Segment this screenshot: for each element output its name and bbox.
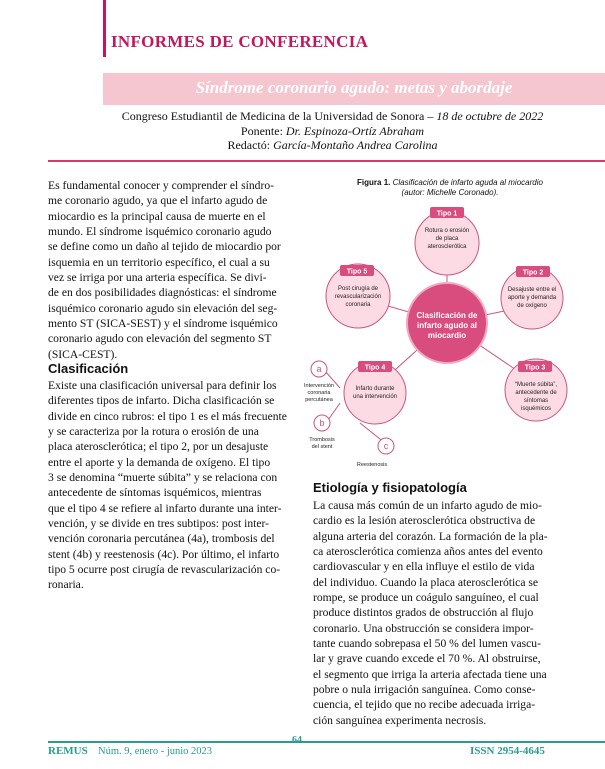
- text-line: 3 se denomina “muerte súbita” y se relaciona con: [48, 471, 278, 485]
- type-text: “Muerte súbita”,: [514, 382, 558, 388]
- type-text: aporte y demanda: [507, 295, 557, 301]
- subtype-b: [309, 415, 335, 450]
- congress-date: 18 de octubre de 2022: [436, 109, 544, 123]
- text-line: diferentes tipos de infarto. Dicha clasificación se: [48, 394, 275, 408]
- text-line: rompe, se produce un coágulo sanguíneo, el cual: [313, 591, 539, 605]
- speaker-line: [60, 124, 605, 139]
- text-line: vención coronaria percutánea (4a), trombosis del: [48, 532, 275, 546]
- type-text: isquémicos: [520, 406, 552, 412]
- subtype-text: percutánea: [305, 397, 333, 403]
- header-divider: [48, 160, 605, 162]
- subtype-text: coronaria: [307, 390, 331, 396]
- subtype-text: Reestenosis: [356, 462, 388, 468]
- text-line: cuencia, el tejido que no recibe adecuada irriga-: [313, 698, 536, 712]
- congress-line: [60, 109, 605, 124]
- article-title: Síndrome coronario agudo: metas y abordaje: [195, 78, 513, 97]
- center-line: miocardio: [427, 331, 467, 340]
- speaker-label: Ponente:: [240, 124, 283, 138]
- subtype-text: del stent: [311, 444, 333, 450]
- header-accent-bar: [103, 0, 106, 57]
- type-text: Desajuste entre el: [507, 287, 557, 293]
- type-text: de oxígeno: [517, 303, 547, 309]
- journal-name: REMUS: [48, 745, 88, 757]
- intro-paragraph: [48, 178, 288, 362]
- text-line: (SICA-CEST).: [48, 347, 118, 361]
- text-line: ción sanguínea experimenta necrosis.: [313, 713, 487, 727]
- writer-line: [60, 138, 605, 153]
- text-line: tante cuando sobrepasa el 50 % del lumen vascu-: [313, 637, 541, 651]
- text-line: entre el aporte y la demanda de oxígeno. El tipo: [48, 455, 271, 469]
- type-text: Post cirugía de: [337, 286, 379, 292]
- classification-heading: Clasificación: [48, 361, 129, 376]
- text-line: antecedente de síntomas isquémicos, mientras: [48, 486, 262, 500]
- figure-label: Figura 1.: [357, 178, 391, 187]
- text-line: vención, y se divide en tres subtipos: post inter-: [48, 517, 269, 531]
- type-text: coronaria: [345, 302, 371, 308]
- type-tag: Tipo 1: [436, 210, 458, 218]
- type-text: Infarto durante: [355, 386, 395, 392]
- text-line: coronario. Una obstrucción se considera impor-: [313, 621, 534, 635]
- type-text: antecedente de: [515, 390, 557, 396]
- text-line: divide en cinco rubros: el tipo 1 es el más frecuente: [48, 409, 287, 423]
- text-line: del individuo. Cuando la placa aterosclerótica se: [313, 575, 539, 589]
- writer-label: Redactó:: [227, 138, 271, 152]
- subtype-c: [357, 438, 394, 468]
- subtype-text: Trombosis: [309, 437, 335, 443]
- writer-name: García-Montaño Andrea Carolina: [273, 138, 438, 152]
- type-text: de placa: [435, 236, 459, 242]
- text-line: produce distintos grados de obstrucción al flujo: [313, 606, 534, 620]
- text-line: de en dos posibilidades diagnósticas: el síndrome: [48, 286, 277, 300]
- text-line: coronario agudo con elevación del segmento ST: [48, 332, 272, 346]
- type-tag: Tipo 5: [346, 268, 368, 276]
- text-line: ronaria.: [48, 578, 84, 592]
- etiology-paragraph: [313, 498, 553, 728]
- page-number: 64: [292, 735, 302, 746]
- type-4-node: [344, 361, 406, 424]
- speaker-name: Dr. Espinoza-Ortíz Abraham: [285, 124, 425, 138]
- footer-divider: [48, 741, 605, 743]
- center-line: Clasificación de: [416, 311, 478, 320]
- text-line: pobre o nula irrigación sanguínea. Como conse-: [313, 683, 536, 697]
- text-line: La causa más común de un infarto agudo de mio-: [313, 499, 542, 512]
- subtype-a: [304, 361, 334, 403]
- text-line: Es fundamental conocer y comprender el síndro-: [48, 179, 274, 192]
- figure-caption-text: Clasificación de infarto aguda al miocardio: [392, 178, 543, 187]
- type-tag: Tipo 2: [522, 269, 544, 277]
- text-line: lar y grave cuando excede el 70 %. Al obstruirse,: [313, 652, 541, 666]
- etiology-heading: Etiología y fisiopatología: [313, 480, 467, 495]
- text-line: me coronario agudo, ya que el infarto agudo de: [48, 194, 268, 208]
- type-tag: Tipo 4: [364, 364, 386, 372]
- text-line: placa aterosclerótica; el tipo 2, por un desajuste: [48, 440, 269, 454]
- text-line: vez se irriga por una arteria específica. Se divi-: [48, 271, 267, 285]
- figure-caption-author: (autor: Michelle Coronado).: [401, 188, 499, 197]
- text-line: cardiovascular y en ella influye el estilo de vida: [313, 560, 535, 574]
- text-line: stent (4b) y reestenosis (4c). Por último, el infarto: [48, 547, 280, 561]
- type-1-node: [415, 207, 479, 275]
- type-3-node: [505, 359, 567, 421]
- section-title: INFORMES DE CONFERENCIA: [111, 32, 369, 51]
- figure-caption: [300, 178, 600, 198]
- text-line: mento ST (SICA-SEST) y el síndrome isquémico: [48, 317, 278, 331]
- text-line: isquemia en un territorio específico, el cual a su: [48, 255, 270, 269]
- type-text: aterosclerótica: [427, 244, 467, 250]
- center-line: infarto agudo al: [417, 321, 477, 330]
- subtype-letter: a: [316, 364, 322, 374]
- issue-info: Núm. 9, enero - junio 2023: [98, 746, 213, 757]
- text-line: alguna arteria del corazón. La formación de la pla-: [313, 529, 548, 543]
- text-line: ca aterosclerótica comienza años antes del evento: [313, 545, 543, 559]
- text-line: cardio es la lesión aterosclerótica obstructiva de: [313, 514, 536, 528]
- type-text: revascularización: [334, 294, 382, 300]
- text-line: y se caracteriza por la rotura o erosión de una: [48, 425, 259, 439]
- type-2-node: [501, 266, 563, 329]
- text-line: mundo. El síndrome isquémico coronario agudo: [48, 225, 272, 239]
- type-text: Rotura o erosión: [424, 228, 470, 234]
- center-node: [407, 283, 487, 363]
- text-line: que el tipo 4 se refiere al infarto durante una inter-: [48, 501, 282, 515]
- classification-diagram: [300, 198, 605, 478]
- text-line: isquémico coronario agudo sin elevación del seg-: [48, 301, 278, 315]
- subtype-letter: c: [383, 441, 389, 451]
- text-line: miocardio es la principal causa de muerte en el: [48, 209, 266, 223]
- text-line: se define como un daño al tejido de miocardio por: [48, 240, 281, 254]
- subtype-letter: b: [319, 418, 325, 428]
- classification-paragraph: [48, 378, 288, 593]
- text-line: el segmento que irriga la arteria afectada tiene una: [313, 667, 547, 681]
- issn: ISSN 2954-4645: [470, 745, 545, 757]
- type-text: una intervención: [352, 394, 398, 400]
- text-line: tipo 5 ocurre post cirugía de revascularización co-: [48, 563, 281, 577]
- subtype-text: Intervención: [304, 383, 334, 389]
- congress-name: Congreso Estudiantil de Medicina de la Universidad de Sonora –: [121, 109, 434, 123]
- type-tag: Tipo 3: [524, 364, 546, 372]
- type-text: síntomas: [523, 398, 549, 404]
- text-line: Existe una clasificación universal para definir los: [48, 379, 277, 392]
- type-5-node: [326, 264, 390, 328]
